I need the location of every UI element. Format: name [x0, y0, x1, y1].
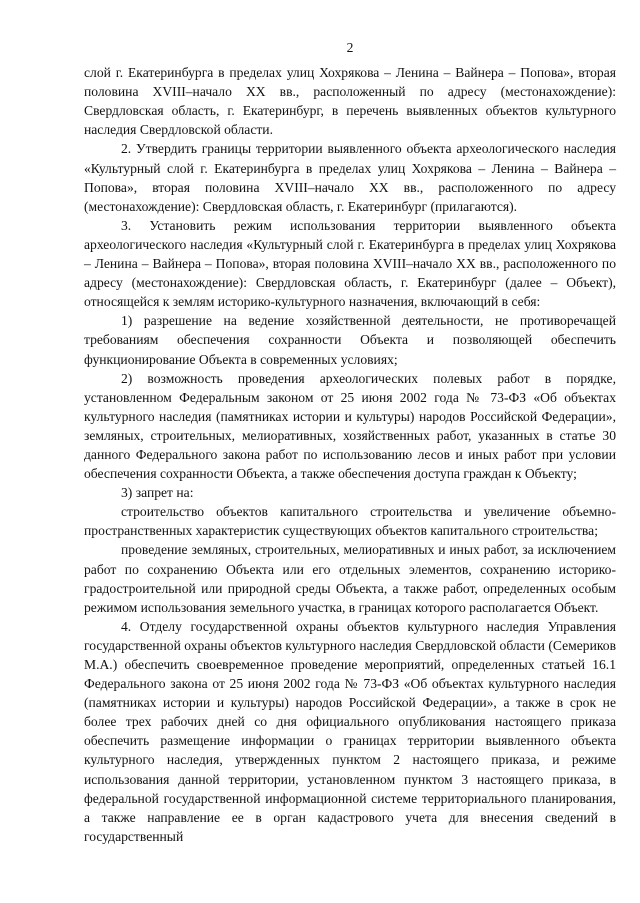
paragraph-subitem-2: 2) возможность проведения археологических полевых работ в порядке, установленном Федеральным законом от 25 июня 2002 года № 73-ФЗ «Об объектах культурного наследия (памятниках истории и культуры) народов Российской Федерации», земляных, строительных, мелиоративных, хозяйственных работ, указанных в статье 30 данного Федерального закона работ по использованию лесов и иных работ при условии обеспечения сохранности Объекта, а также обеспечения доступа граждан к Объекту; — [84, 370, 616, 482]
paragraph-prohibition-construction: строительство объектов капитального строительства и увеличение объемно-пространственных характеристик существующих объектов капитального строительства; — [84, 504, 616, 539]
paragraph-item-3: 3. Установить режим использования территории выявленного объекта археологического наследия «Культурный слой г. Екатеринбурга в пределах улиц Хохрякова – Ленина – Вайнера – Попова», вторая половина XVIII–начало XX вв., расположенного по адресу (местонахождение): Свердловская область, г. Екатеринбург (далее – Объект), относящейся к землям историко-культурного назначения, включающий в себя: — [84, 217, 616, 310]
page-number: 2 — [346, 40, 354, 55]
paragraph-continuation: слой г. Екатеринбурга в пределах улиц Хохрякова – Ленина – Вайнера – Попова», вторая половина XVIII–начало XX вв., расположенный по адресу (местонахождение): Свердловская область, г. Екатеринбург, в перечень выявленных объектов культурного наследия Свердловской области. — [84, 65, 616, 138]
paragraph-item-2: 2. Утвердить границы территории выявленного объекта археологического наследия «Культурный слой г. Екатеринбурга в пределах улиц Хохрякова – Ленина – Вайнера – Попова», вторая половина XVIII–начало XX вв., расположенного по адресу (местонахождение): Свердловская область, г. Екатеринбург (прилагаются). — [84, 141, 616, 214]
paragraph-item-4: 4. Отделу государственной охраны объектов культурного наследия Управления государственной охраны объектов культурного наследия Свердловской области (Семериков М.А.) обеспечить своевременное проведение мероприятий, определенных статьей 16.1 Федерального закона от 25 июня 2002 года № 73-ФЗ «Об объектах культурного наследия (памятниках истории и культуры) народов Российской Федерации», а также в срок не более трех рабочих дней со дня официального опубликования настоящего приказа обеспечить размещение информации о границах территории выявленного объекта культурного наследия, утвержденных пунктом 2 настоящего приказа, и режиме использования данной территории, установленном пунктом 3 настоящего приказа, в федеральной государственной информационной системе территориального планирования, а также направление ее в орган кадастрового учета для внесения сведений в государственный — [84, 618, 616, 844]
paragraph-prohibition-works: проведение земляных, строительных, мелиоративных и иных работ, за исключением работ по сохранению Объекта или его отдельных элементов, сохранению историко-градостроительной или природной среды Объекта, а также работ, определенных особым режимом использования земельного участка, в границах которого располагается Объект. — [84, 542, 616, 615]
document-page — [84, 38, 616, 846]
paragraph-subitem-3: 3) запрет на: — [121, 485, 194, 501]
paragraph-subitem-1: 1) разрешение на ведение хозяйственной деятельности, не противоречащей требованиям обеспечения сохранности Объекта и позволяющей обеспечить функционирование Объекта в современных условиях; — [84, 313, 616, 367]
